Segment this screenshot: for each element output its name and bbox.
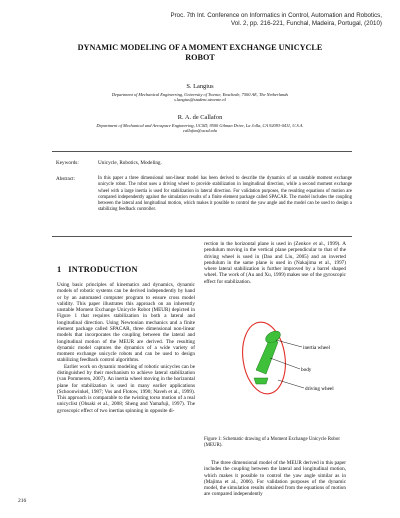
body-shape xyxy=(256,338,278,374)
figure-caption: Figure 1: Schematic drawing of a Moment Exchange Unicycle Robot (MEUR). xyxy=(204,437,340,448)
left-column xyxy=(57,282,195,414)
title-line-1: DYNAMIC MODELING OF A MOMENT EXCHANGE UNICYCLE xyxy=(77,43,323,52)
intro-paragraph-2: Earlier work on dynamic modeling of robotic unicycles can be distinguished by their mechanism to achieve lateral stabilization (van Pommeren, 2007). An inertia wheel moving in the horizontal plane for stabilization is used in many earlier applications (Schoonwinkel, 1987; Vos and Flotow, 1990; Naveh et al., 1999). This approach is comparable to the twisting torso motion of a real unicyclist (Ohsaki et al., 2008; Sheng and Yamafuji, 1997). The gyroscopic effect of two inertias spinning in opposite di- xyxy=(57,363,195,414)
leader-driving xyxy=(278,380,304,388)
section-number: 1 xyxy=(57,265,62,274)
title-line-2: ROBOT xyxy=(185,53,215,62)
divider-top xyxy=(52,151,352,152)
abstract-label: Abstract: xyxy=(56,176,76,182)
author-block-2 xyxy=(40,114,360,133)
author-affiliation: Department of Mechanical and Aerospace Engineering, UCSD, 9500 Gilman Drive, La Jolla, CA 92093-0411, U.S.A. xyxy=(96,122,304,128)
author-name: S. Langius xyxy=(186,83,214,90)
right-column-bottom xyxy=(204,460,346,498)
page-number: 216 xyxy=(18,498,27,504)
leader-inertia xyxy=(276,340,302,347)
axle-shape xyxy=(254,378,268,384)
label-inertia-wheel: inertia wheel xyxy=(303,345,330,351)
section-title-text: INTRODUCTION xyxy=(68,265,138,274)
label-driving-wheel: driving wheel xyxy=(305,386,334,392)
abstract-text: In this paper a three dimensional non-linear model has been derived to describe the dynamics of an unstable moment exchange unicycle robot. The robot uses a driving wheel to provide stabilization in longitudinal direction, while a second moment exchange wheel with a large inertia is used for stabilization in lateral direction. For validation purposes, the resulting equations of motion are compared independently against the simulation results of a finite element package called SPACAR. The model includes the coupling between the lateral and longitudinal motion, which makes it possible to control the yaw angle and the model can be used to design a stabilizing feedback controller. xyxy=(98,176,352,213)
author-email: s.langius@student.utwente.nl xyxy=(174,96,226,102)
section-heading xyxy=(57,265,138,274)
paper-title xyxy=(40,43,360,63)
author-name: R. A. de Callafon xyxy=(177,114,223,121)
keywords-label: Keywords: xyxy=(56,160,79,166)
meur-figure xyxy=(240,318,340,430)
author-affiliation: Department of Mechanical Engineering, University of Twente, Enschede, 7500 AE, The Netherlands xyxy=(111,91,289,97)
author-block-1 xyxy=(40,83,360,102)
label-body: body xyxy=(301,367,312,373)
intro-paragraph-1: Using basic principles of kinematics and dynamics, dynamic models of robotic systems can be derived independently by hand or by an automated computer program to ensure cross model validity. This paper illustrates this approach on an inherently unstable Moment Exchange Unicycle Robot (MEUR) depicted in Figure 1 that requires stabilization in both a lateral and longitudinal direction. Using Newtonian mechanics and a finite element package called SPACAR, three dimensional non-linear models that incorporates the coupling between the lateral and longitudinal motion of the MEUR are derived. The resulting dynamic model captures the dynamics of a wide variety of moment exchange unicycle robots and can be used to design stabilizing feedback control algorithms. xyxy=(57,282,195,364)
author-email: callafon@ucsd.edu xyxy=(183,127,217,133)
keywords-text: Unicycle, Robotics, Modeling. xyxy=(98,160,162,166)
conference-line-2: Vol. 2, pp. 216-221, Funchal, Madeira, Portugal, (2010) xyxy=(231,20,382,27)
intro-paragraph-3: rection in the horizontal plane is used in (Zenkov et al., 1999). A pendulum moving in the vertical plane perpendicular to that of the driving wheel is used in (Dao and Liu, 2005) and an inverted pendulum in the same plane is used in (Nakajima et al., 1997) where lateral stabilization is further improved by a barrel shaped wheel. The work of (Au and Xu, 1999) makes use of the gyroscopic effect for stabilization. xyxy=(204,241,346,285)
intro-paragraph-4: The three dimensional model of the MEUR derived in this paper includes the coupling between the lateral and longitudinal motion, which makes it possible to control the yaw angle similar as in (Majima et al., 2006). For validation purposes of the dynamic model, the simulation results obtained from the equations of motion are compared independently xyxy=(204,460,346,498)
divider-bottom xyxy=(52,236,352,237)
conference-reference xyxy=(122,12,382,28)
right-column-top xyxy=(204,241,346,285)
conference-line-1: Proc. 7th Int. Conference on Informatics in Control, Automation and Robotics, xyxy=(170,12,382,19)
